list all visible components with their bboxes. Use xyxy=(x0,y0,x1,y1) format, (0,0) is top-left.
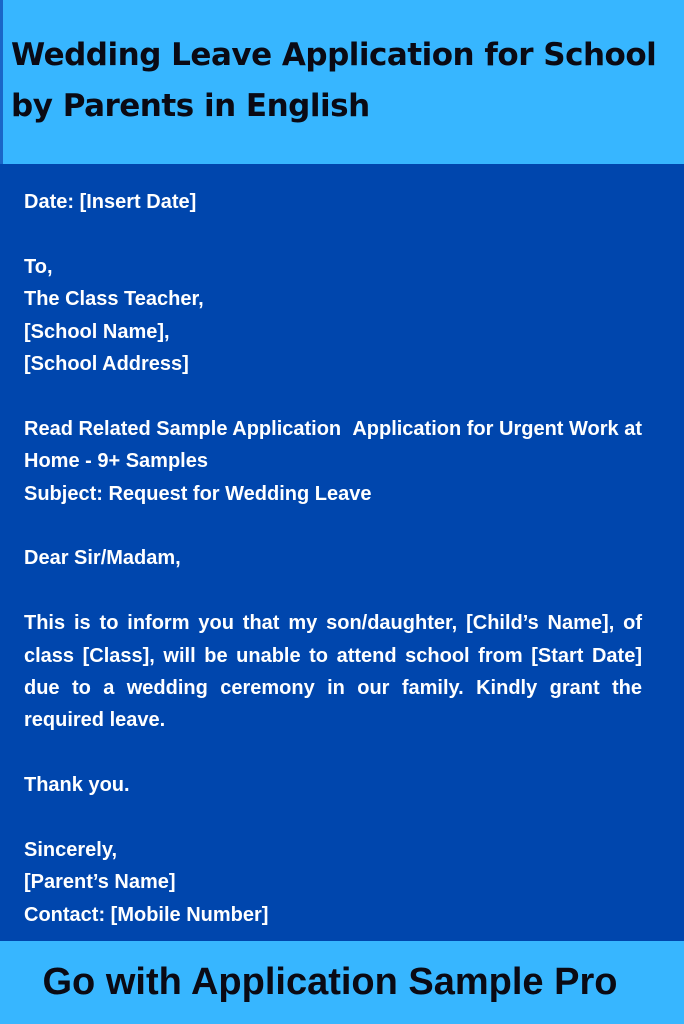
letter-contact: Contact: [Mobile Number] xyxy=(24,903,269,926)
letter-body-paragraph: This is to inform you that my son/daughter, [Child’s Name], of class [Class], will be unable to attend school from [Start Date] due to a wedding ceremony in our family. Kindly grant the required leave. xyxy=(24,612,642,732)
related-application-link[interactable]: Application for Urgent Work at Home - 9+ Samples xyxy=(24,417,643,473)
spacer xyxy=(24,218,642,250)
letter-thanks: Thank you. xyxy=(24,774,130,797)
letter-parent-name: [Parent’s Name] xyxy=(24,871,176,894)
spacer xyxy=(24,380,642,412)
footer-banner xyxy=(0,941,684,1024)
title-banner xyxy=(0,0,684,164)
page-title: Wedding Leave Application for School by Parents in English xyxy=(11,37,657,124)
letter-recipient: The Class Teacher, xyxy=(24,288,204,311)
footer-text: Go with Application Sample Pro xyxy=(42,961,618,1003)
letter-school-address: [School Address] xyxy=(24,353,189,376)
related-prefix: Read Related Sample Application xyxy=(24,417,342,440)
spacer xyxy=(24,575,642,607)
letter-school-name: [School Name], xyxy=(24,320,170,343)
spacer xyxy=(24,802,642,834)
letter-subject: Subject: Request for Wedding Leave xyxy=(24,482,372,505)
related-application xyxy=(24,413,642,478)
letter-body xyxy=(24,186,642,931)
spacer xyxy=(24,737,642,769)
letter-date: Date: [Insert Date] xyxy=(24,191,197,213)
letter-closing: Sincerely, xyxy=(24,839,118,862)
letter-to: To, xyxy=(24,255,53,278)
spacer xyxy=(24,510,642,542)
letter-salutation: Dear Sir/Madam, xyxy=(24,547,181,570)
